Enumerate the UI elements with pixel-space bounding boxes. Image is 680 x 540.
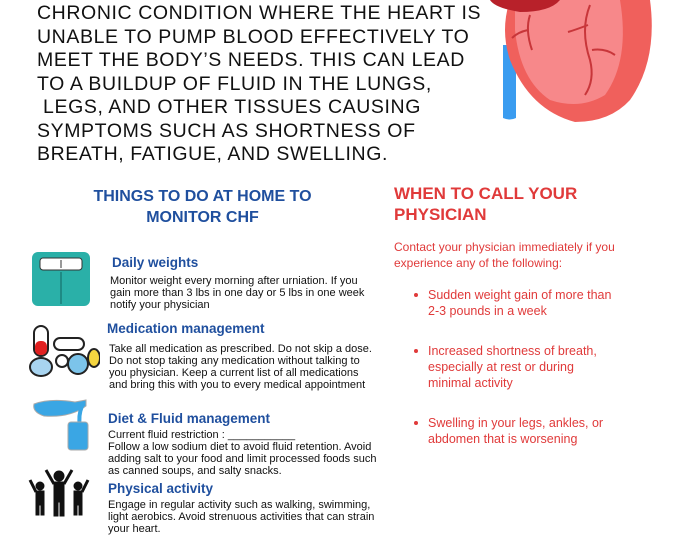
- section-title-diet: Diet & Fluid management: [108, 411, 271, 426]
- intro-line: UNABLE TO PUMP BLOOD EFFECTIVELY TO: [37, 25, 470, 48]
- scale-icon: [30, 250, 92, 308]
- left-heading-line: MONITOR CHF: [146, 209, 259, 226]
- left-heading: [60, 186, 345, 228]
- bullet-text: Increased shortness of breath, especially at rest or during minimal activity: [428, 344, 597, 390]
- pills-icon: [28, 322, 100, 380]
- bullet-text: Sudden weight gain of more than 2-3 pounds in a week: [428, 288, 612, 318]
- bullet-item: [414, 287, 614, 319]
- section-body-daily-weights: Monitor weight every morning after urniation. If you gain more than 3 lbs in one day or 5 lbs in one week notify your physician: [110, 275, 365, 311]
- bullet-item: [414, 415, 614, 447]
- bullet-item: [414, 343, 614, 391]
- exercise-people-icon: [28, 466, 90, 518]
- intro-line: MEET THE BODY’S NEEDS. THIS CAN LEAD: [37, 49, 465, 71]
- section-title-daily-weights: Daily weights: [112, 255, 199, 270]
- intro-line: CHRONIC CONDITION WHERE THE HEART IS: [37, 2, 482, 24]
- intro-line: SYMPTOMS SUCH AS SHORTNESS OF: [37, 119, 416, 142]
- section-body-diet-restriction[interactable]: Current fluid restriction : ___________: [108, 429, 296, 441]
- right-heading-line: WHEN TO CALL YOUR: [394, 184, 578, 203]
- intro-text: [37, 2, 482, 167]
- water-glass-icon: [30, 396, 92, 452]
- right-intro: Contact your physician immediately if you experience any of the following:: [394, 240, 615, 270]
- section-body-diet: Follow a low sodium diet to avoid fluid retention. Avoid adding salt to your food and limit processed foods such as canned soups, and salty snacks.: [108, 441, 377, 477]
- right-heading-line: PHYSICIAN: [394, 205, 487, 224]
- intro-line: LEGS, AND OTHER TISSUES CAUSING: [37, 96, 422, 118]
- section-body-physical: Engage in regular activity such as walking, swimming, light aerobics. Avoid strenuous activities that can strain your heart.: [108, 499, 375, 535]
- left-heading-line: THINGS TO DO AT HOME TO: [93, 188, 312, 205]
- section-body-medication: Take all medication as prescribed. Do not skip a dose. Do not stop taking any medication without talking to you physician. Keep a current list of all medications and bring this with you to every medical appointment: [109, 343, 372, 391]
- heart-icon: [470, 0, 670, 130]
- right-heading: [394, 183, 644, 225]
- section-title-medication: Medication management: [107, 321, 265, 336]
- diet-and-activity-text: [108, 411, 380, 535]
- section-title-physical: Physical activity: [108, 481, 214, 496]
- intro-line: BREATH, FATIGUE, AND SWELLING.: [37, 143, 389, 165]
- intro-line: TO A BUILDUP OF FLUID IN THE LUNGS,: [37, 72, 432, 95]
- bullet-text: Swelling in your legs, ankles, or abdomen that is worsening: [428, 416, 604, 446]
